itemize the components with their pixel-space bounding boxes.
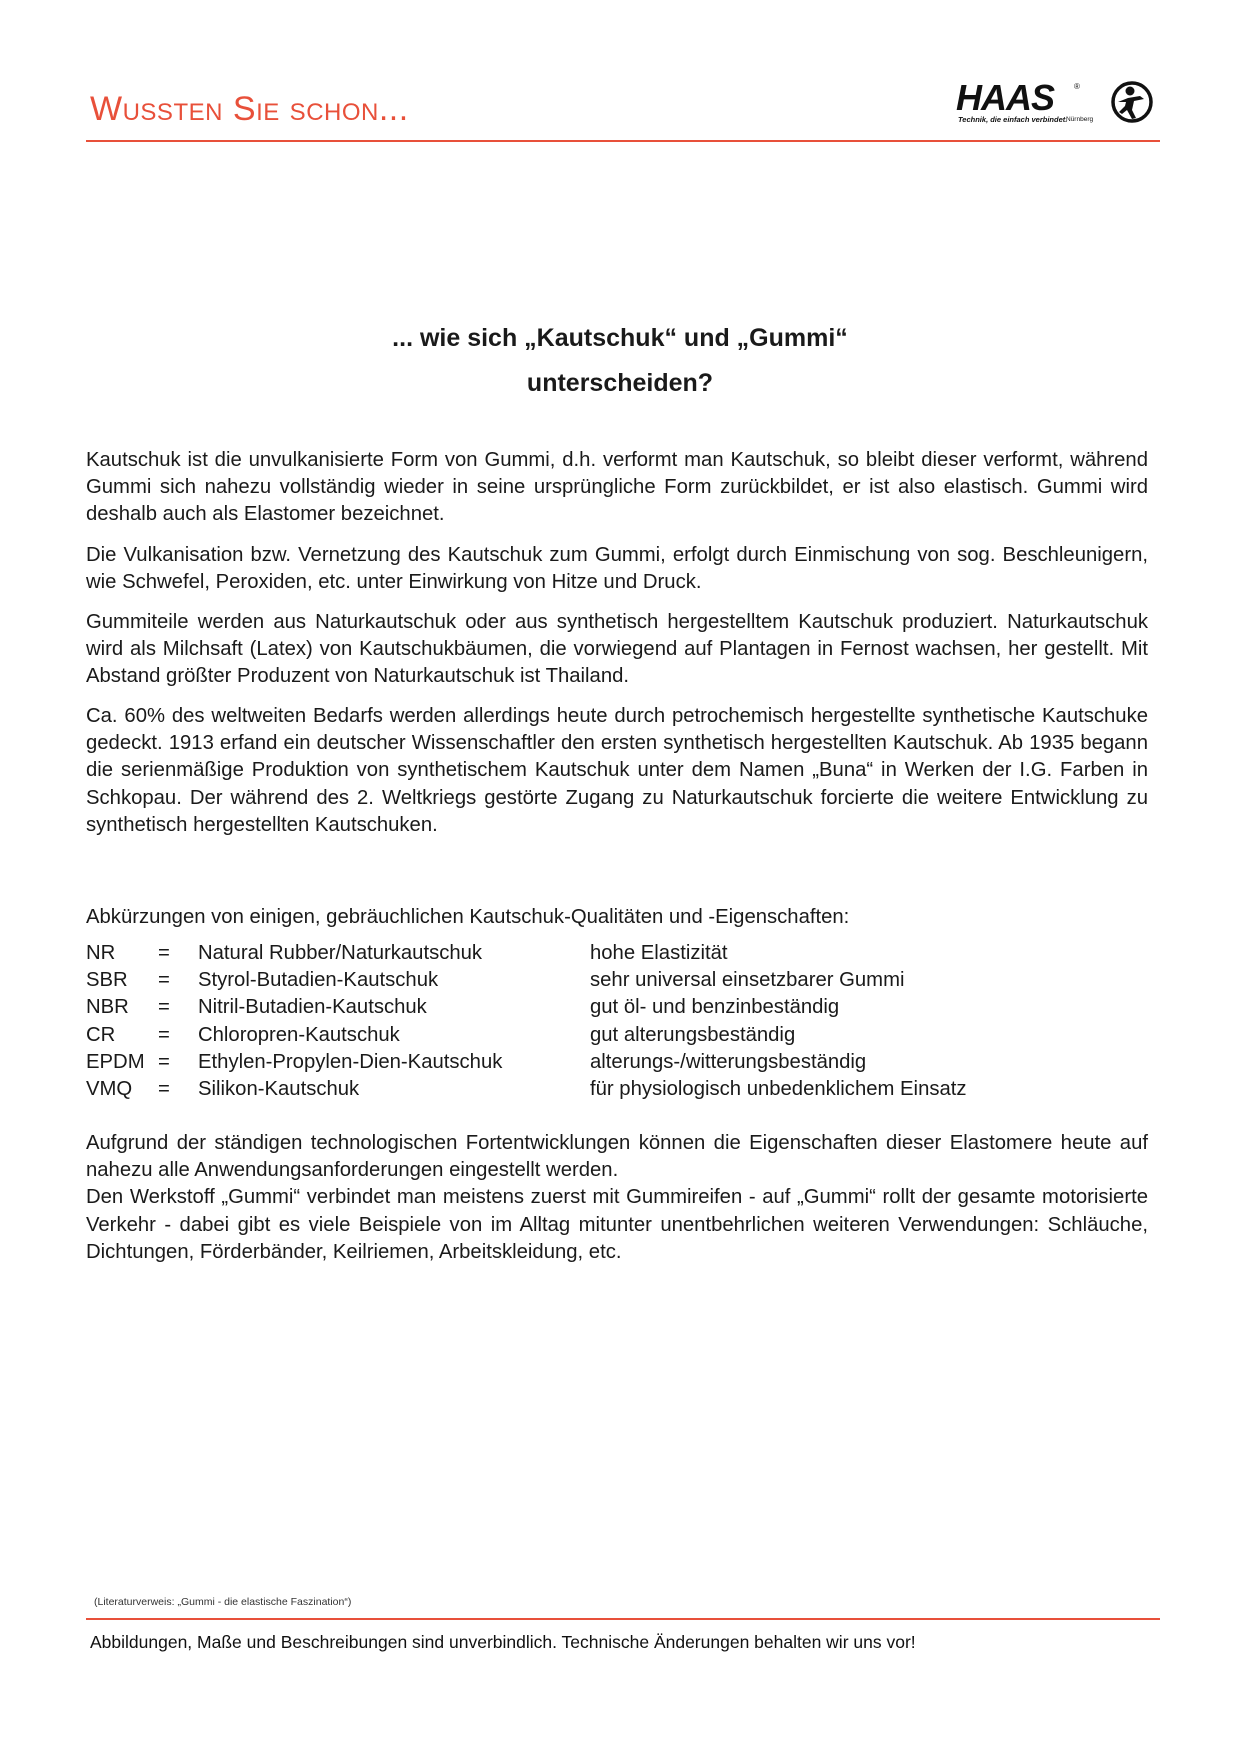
- abbreviation-code: VMQ: [86, 1077, 133, 1100]
- abbreviation-name: Chloropren-Kautschuk: [198, 1023, 400, 1046]
- paragraph-production: Gummiteile werden aus Naturkautschuk oder aus synthetisch hergestelltem Kautschuk produziert. Naturkautschuk wird als Milchsaft (Latex) von Kautschukbäumen, die vorwiegend auf Plantagen in Fernost wachsen, her gestellt. Mit Abstand größter Produzent von Naturkautschuk ist Thailand.: [86, 611, 1148, 688]
- paragraph-applications: [86, 1130, 1148, 1266]
- abbreviation-equals: =: [158, 1050, 170, 1073]
- abbreviation-property: sehr universal einsetzbarer Gummi: [590, 969, 905, 992]
- applications-sentence-1: Aufgrund der ständigen technologischen Fortentwicklungen können die Eigenschaften dieser Elastomere heute auf nahezu alle Anwendungsanforderungen eingestellt werden.: [86, 1132, 1148, 1182]
- abbreviation-property: für physiologisch unbedenklichem Einsatz: [590, 1077, 967, 1100]
- abbreviation-name: Silikon-Kautschuk: [198, 1077, 360, 1100]
- abbreviation-code: NR: [86, 942, 116, 964]
- abbreviation-code: EPDM: [86, 1050, 145, 1073]
- abbreviation-equals: =: [158, 942, 170, 964]
- person-circle-emblem-icon: [1106, 80, 1154, 124]
- logo-brand: HAAS: [956, 77, 1055, 118]
- haas-logo: [956, 77, 1160, 130]
- abbreviation-code: CR: [86, 1023, 116, 1046]
- page-header-title: Wussten Sie schon...: [90, 90, 409, 128]
- abbreviation-property: gut öl- und benzinbeständig: [590, 996, 840, 1019]
- abbreviation-equals: =: [158, 1077, 170, 1100]
- header-divider: [86, 140, 1160, 142]
- abbreviation-property: alterungs-/witterungsbeständig: [590, 1050, 867, 1073]
- footer-disclaimer: Abbildungen, Maße und Beschreibungen sind unverbindlich. Technische Änderungen behalten wir uns vor!: [90, 1632, 916, 1652]
- headline-line-1: ... wie sich „Kautschuk“ und „Gummi“: [392, 324, 848, 352]
- paragraph-synthetic-rubber: Ca. 60% des weltweiten Bedarfs werden allerdings heute durch petrochemisch hergestellte synthetische Kautschuke gedeckt. 1913 erfand ein deutscher Wissenschaftler den ersten synthetisch hergestellten Kautschuk. Ab 1935 begann die serienmäßige Produktion von synthetischem Kautschuk unter dem Namen „Buna“ in Werken der I.G. Farben in Schkopau. Der während des 2. Weltkriegs gestörte Zugang zu Naturkautschuk forcierte die weitere Entwicklung zu synthetisch hergestellten Kautschuken.: [86, 705, 1148, 836]
- abbreviation-code: NBR: [86, 996, 129, 1019]
- abbreviation-name: Nitril-Butadien-Kautschuk: [198, 996, 427, 1019]
- literature-reference: (Literaturverweis: „Gummi - die elastische Faszination“): [94, 1596, 352, 1608]
- abbreviation-equals: =: [158, 969, 170, 992]
- abbreviation-name: Natural Rubber/Naturkautschuk: [198, 942, 483, 964]
- footer-divider: [86, 1618, 1160, 1620]
- paragraph-vulcanisation: Die Vulkanisation bzw. Vernetzung des Kautschuk zum Gummi, erfolgt durch Einmischung von sog. Beschleunigern, wie Schwefel, Peroxiden, etc. unter Einwirkung von Hitze und Druck.: [86, 544, 1148, 594]
- abbreviation-equals: =: [158, 1023, 170, 1046]
- logo-slogan: Technik, die einfach verbindet.: [958, 115, 1068, 124]
- abbreviation-name: Styrol-Butadien-Kautschuk: [198, 969, 439, 992]
- abbreviation-equals: =: [158, 996, 170, 1019]
- logo-city: Nürnberg: [1066, 116, 1094, 123]
- abbreviations-intro: Abkürzungen von einigen, gebräuchlichen Kautschuk-Qualitäten und -Eigenschaften:: [86, 906, 850, 928]
- abbreviation-code: SBR: [86, 969, 128, 992]
- abbreviation-property: gut alterungsbeständig: [590, 1023, 796, 1046]
- paragraph-definition: Kautschuk ist die unvulkanisierte Form von Gummi, d.h. verformt man Kautschuk, so bleibt dieser verformt, während Gummi sich nahezu vollständig wieder in seine ursprüngliche Form zurückbildet, er ist also elastisch. Gummi wird deshalb auch als Elastomer bezeichnet.: [86, 449, 1148, 526]
- headline-line-2: unterscheiden?: [526, 369, 714, 397]
- abbreviation-property: hohe Elastizität: [590, 942, 728, 964]
- logo-registered-mark: ®: [1074, 82, 1080, 91]
- abbreviation-name: Ethylen-Propylen-Dien-Kautschuk: [198, 1050, 503, 1073]
- applications-sentence-2: Den Werkstoff „Gummi“ verbindet man meistens zuerst mit Gummireifen - auf „Gummi“ rollt der gesamte motorisierte Verkehr - dabei gibt es viele Beispiele von im Alltag mitunter unentbehrlichen weiteren Verwendungen: Schläuche, Dichtungen, Förderbänder, Keilriemen, Arbeitskleidung, etc.: [86, 1186, 1148, 1263]
